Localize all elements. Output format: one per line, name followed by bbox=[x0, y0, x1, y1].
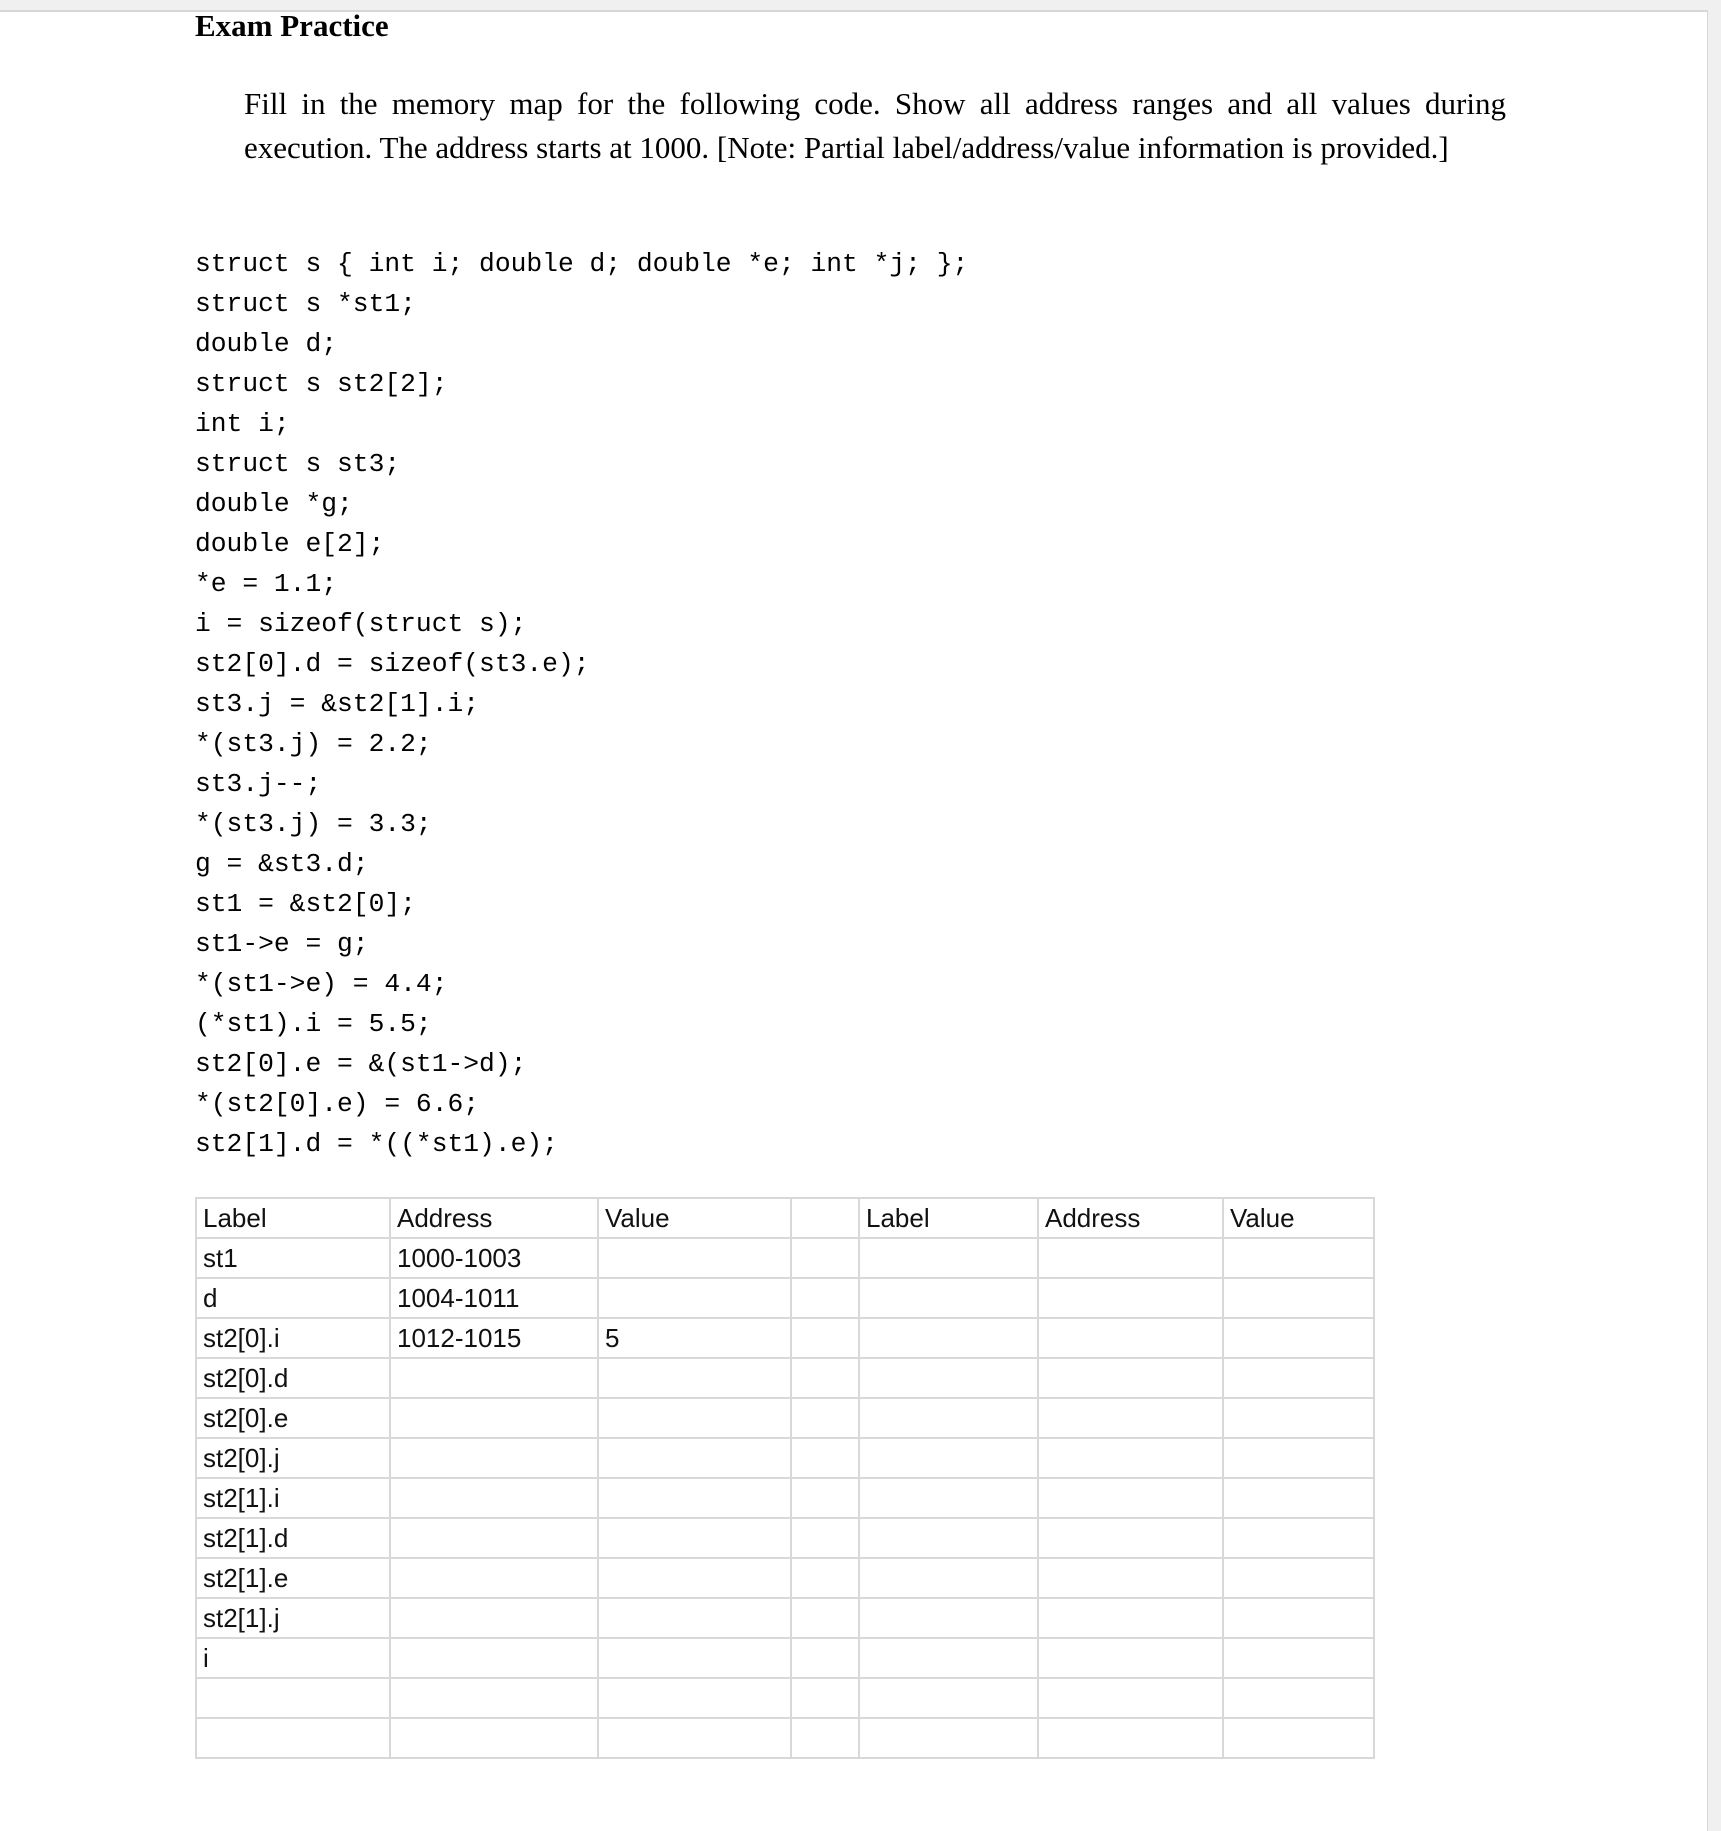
table-cell[interactable]: Address bbox=[390, 1198, 598, 1238]
code-block bbox=[195, 244, 968, 1164]
table-cell[interactable] bbox=[1038, 1478, 1223, 1518]
table-cell[interactable] bbox=[1223, 1678, 1374, 1718]
code-line: st3.j = &st2[1].i; bbox=[195, 689, 480, 719]
table-cell[interactable] bbox=[859, 1478, 1038, 1518]
code-line: *(st2[0].e) = 6.6; bbox=[195, 1089, 480, 1119]
code-line: *(st1->e) = 4.4; bbox=[195, 969, 448, 999]
table-cell[interactable] bbox=[791, 1198, 859, 1238]
code-line: *e = 1.1; bbox=[195, 569, 338, 599]
table-cell[interactable] bbox=[196, 1718, 390, 1758]
table-cell[interactable] bbox=[791, 1438, 859, 1478]
table-cell[interactable] bbox=[791, 1718, 859, 1758]
table-cell[interactable]: st2[0].i bbox=[196, 1318, 390, 1358]
table-row bbox=[196, 1678, 1374, 1718]
code-line: *(st3.j) = 3.3; bbox=[195, 809, 432, 839]
table-cell[interactable] bbox=[1223, 1438, 1374, 1478]
table-cell[interactable] bbox=[791, 1318, 859, 1358]
table-cell[interactable] bbox=[859, 1318, 1038, 1358]
table-cell[interactable] bbox=[859, 1638, 1038, 1678]
code-line: st2[0].e = &(st1->d); bbox=[195, 1049, 527, 1079]
table-cell[interactable] bbox=[859, 1558, 1038, 1598]
instructions: Fill in the memory map for the following code. Show all address ranges and all values during execution. The address starts at 1000. [Note: Partial label/address/value information is provided.] bbox=[244, 86, 1506, 165]
table-cell[interactable]: st2[0].d bbox=[196, 1358, 390, 1398]
table-cell[interactable]: i bbox=[196, 1638, 390, 1678]
table-row bbox=[196, 1718, 1374, 1758]
table-cell[interactable] bbox=[1223, 1478, 1374, 1518]
page-title: Exam Practice bbox=[195, 8, 389, 43]
table-row bbox=[196, 1478, 1374, 1518]
table-cell[interactable]: 1012-1015 bbox=[390, 1318, 598, 1358]
table-cell[interactable] bbox=[598, 1558, 791, 1598]
table-cell[interactable] bbox=[598, 1718, 791, 1758]
table-cell[interactable] bbox=[859, 1598, 1038, 1638]
code-line: st1 = &st2[0]; bbox=[195, 889, 416, 919]
table-cell[interactable]: st2[0].e bbox=[196, 1398, 390, 1438]
table-cell[interactable] bbox=[1038, 1438, 1223, 1478]
code-line: i = sizeof(struct s); bbox=[195, 609, 527, 639]
table-row bbox=[196, 1518, 1374, 1558]
table-cell[interactable] bbox=[1223, 1398, 1374, 1438]
table-cell[interactable]: st2[1].i bbox=[196, 1478, 390, 1518]
table-cell[interactable] bbox=[791, 1518, 859, 1558]
table-header-row bbox=[196, 1198, 1374, 1238]
table-row bbox=[196, 1438, 1374, 1478]
table-cell[interactable] bbox=[390, 1718, 598, 1758]
table-cell[interactable] bbox=[1223, 1718, 1374, 1758]
table-cell[interactable] bbox=[1038, 1318, 1223, 1358]
table-cell[interactable] bbox=[791, 1678, 859, 1718]
table-cell[interactable] bbox=[598, 1598, 791, 1638]
table-cell[interactable]: st1 bbox=[196, 1238, 390, 1278]
table-cell[interactable] bbox=[791, 1278, 859, 1318]
table-cell[interactable]: 5 bbox=[598, 1318, 791, 1358]
table-cell[interactable] bbox=[390, 1638, 598, 1678]
code-line: st3.j--; bbox=[195, 769, 322, 799]
table-cell[interactable] bbox=[1038, 1558, 1223, 1598]
table-row bbox=[196, 1638, 1374, 1678]
table-cell[interactable] bbox=[1038, 1358, 1223, 1398]
table-cell[interactable] bbox=[1223, 1318, 1374, 1358]
table-cell[interactable]: st2[1].d bbox=[196, 1518, 390, 1558]
table-cell[interactable] bbox=[598, 1398, 791, 1438]
scrollbar[interactable] bbox=[1707, 10, 1721, 1831]
table-cell[interactable] bbox=[1038, 1598, 1223, 1638]
table-cell[interactable] bbox=[598, 1358, 791, 1398]
table-row bbox=[196, 1278, 1374, 1318]
code-line: double d; bbox=[195, 329, 338, 359]
table-cell[interactable] bbox=[791, 1358, 859, 1398]
table-cell[interactable] bbox=[1038, 1238, 1223, 1278]
table-cell[interactable] bbox=[859, 1518, 1038, 1558]
table-cell[interactable] bbox=[1038, 1718, 1223, 1758]
code-line: g = &st3.d; bbox=[195, 849, 369, 879]
table-row bbox=[196, 1398, 1374, 1438]
table-cell[interactable] bbox=[791, 1598, 859, 1638]
table-cell[interactable]: st2[1].j bbox=[196, 1598, 390, 1638]
code-line: struct s { int i; double d; double *e; int *j; }; bbox=[195, 249, 969, 279]
table-cell[interactable] bbox=[390, 1478, 598, 1518]
table-cell[interactable] bbox=[859, 1358, 1038, 1398]
table-cell[interactable]: Value bbox=[598, 1198, 791, 1238]
table-cell[interactable] bbox=[1038, 1398, 1223, 1438]
table-cell[interactable] bbox=[1223, 1638, 1374, 1678]
table-cell[interactable] bbox=[598, 1278, 791, 1318]
table-cell[interactable] bbox=[1038, 1678, 1223, 1718]
table-cell[interactable] bbox=[598, 1518, 791, 1558]
code-line: *(st3.j) = 2.2; bbox=[195, 729, 432, 759]
table-cell[interactable] bbox=[1038, 1518, 1223, 1558]
table-row bbox=[196, 1358, 1374, 1398]
table-cell[interactable] bbox=[791, 1478, 859, 1518]
table-cell[interactable] bbox=[390, 1558, 598, 1598]
table-cell[interactable]: 1000-1003 bbox=[390, 1238, 598, 1278]
code-line: st2[0].d = sizeof(st3.e); bbox=[195, 649, 590, 679]
table-cell[interactable] bbox=[390, 1438, 598, 1478]
code-line: st1->e = g; bbox=[195, 929, 369, 959]
table-cell[interactable] bbox=[390, 1398, 598, 1438]
table-row bbox=[196, 1318, 1374, 1358]
code-line: int i; bbox=[195, 409, 290, 439]
table-cell[interactable] bbox=[1223, 1518, 1374, 1558]
code-line: double *g; bbox=[195, 489, 353, 519]
table-cell[interactable]: Label bbox=[859, 1198, 1038, 1238]
table-cell[interactable] bbox=[196, 1678, 390, 1718]
table-cell[interactable] bbox=[1038, 1638, 1223, 1678]
table-cell[interactable] bbox=[1223, 1598, 1374, 1638]
table-cell[interactable]: st2[0].j bbox=[196, 1438, 390, 1478]
table-cell[interactable] bbox=[859, 1238, 1038, 1278]
table-cell[interactable]: Value bbox=[1223, 1198, 1374, 1238]
table-cell[interactable] bbox=[791, 1638, 859, 1678]
code-line: double e[2]; bbox=[195, 529, 385, 559]
table-cell[interactable] bbox=[859, 1678, 1038, 1718]
table-cell[interactable] bbox=[390, 1598, 598, 1638]
table-cell[interactable] bbox=[859, 1278, 1038, 1318]
table-cell[interactable] bbox=[598, 1238, 791, 1278]
table-cell[interactable]: Address bbox=[1038, 1198, 1223, 1238]
table-cell[interactable]: Label bbox=[196, 1198, 390, 1238]
table-cell[interactable] bbox=[791, 1398, 859, 1438]
table-cell[interactable] bbox=[598, 1678, 791, 1718]
table-cell[interactable]: 1004-1011 bbox=[390, 1278, 598, 1318]
table-cell[interactable] bbox=[390, 1678, 598, 1718]
table-cell[interactable] bbox=[859, 1438, 1038, 1478]
table-cell[interactable] bbox=[859, 1398, 1038, 1438]
table-row bbox=[196, 1238, 1374, 1278]
table-cell[interactable] bbox=[1223, 1558, 1374, 1598]
code-line: st2[1].d = *((*st1).e); bbox=[195, 1129, 558, 1159]
code-line: (*st1).i = 5.5; bbox=[195, 1009, 432, 1039]
code-line: struct s st2[2]; bbox=[195, 369, 448, 399]
table-cell[interactable] bbox=[791, 1558, 859, 1598]
table-cell[interactable]: st2[1].e bbox=[196, 1558, 390, 1598]
table-cell[interactable] bbox=[1223, 1278, 1374, 1318]
table-cell[interactable] bbox=[859, 1718, 1038, 1758]
code-line: struct s st3; bbox=[195, 449, 401, 479]
table-cell[interactable] bbox=[598, 1478, 791, 1518]
table-cell[interactable] bbox=[390, 1358, 598, 1398]
table-cell[interactable] bbox=[390, 1518, 598, 1558]
table-cell[interactable] bbox=[1223, 1358, 1374, 1398]
code-line: struct s *st1; bbox=[195, 289, 416, 319]
table-cell[interactable] bbox=[598, 1638, 791, 1678]
table-cell[interactable] bbox=[598, 1438, 791, 1478]
memory-map-table bbox=[195, 1197, 1375, 1759]
table-cell[interactable] bbox=[791, 1238, 859, 1278]
table-cell[interactable] bbox=[1223, 1238, 1374, 1278]
table-row bbox=[196, 1558, 1374, 1598]
table-cell[interactable]: d bbox=[196, 1278, 390, 1318]
table-row bbox=[196, 1598, 1374, 1638]
table-cell[interactable] bbox=[1038, 1278, 1223, 1318]
